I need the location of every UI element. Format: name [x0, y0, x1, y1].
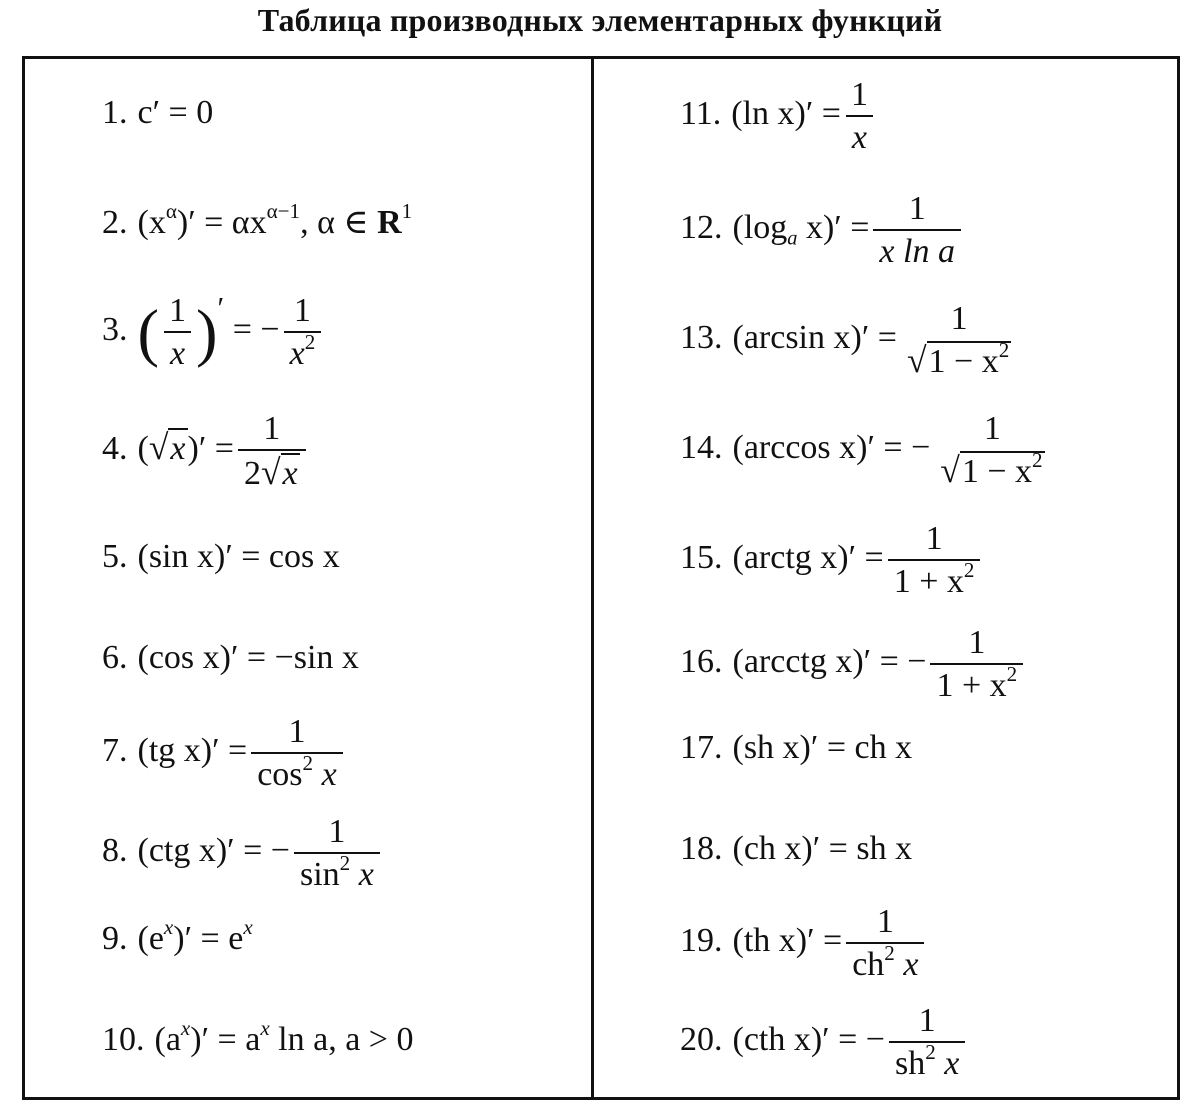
formula-18: 18. (ch x)′ = sh x — [680, 830, 913, 867]
formula-15: 15. (arctg x)′ = $\frac{1}{1 + x^2}$ — [680, 520, 984, 601]
formula-17: 17. (sh x)′ = ch x — [680, 729, 913, 766]
fraction: $\frac{1}{x}$ — [845, 76, 874, 157]
fraction: $\frac{1}{ch^2 x}$ — [846, 903, 924, 984]
column-divider — [591, 56, 594, 1100]
sqrt: √x — [148, 427, 186, 468]
formula-9: 9. $(e^x)' = e^x$ — [102, 914, 253, 957]
formula-1: 1. c′ = 0 — [102, 94, 214, 131]
formula-4: 4. (√x)′ = $\frac{1}{2√x}$ — [102, 410, 310, 493]
formula-20: 20. (cth x)′ = − $\frac{1}{sh^2 x}$ — [680, 1002, 969, 1083]
page-title: Таблица производных элементарных функций — [257, 2, 943, 38]
fraction: $\frac{1}{2√x}$ — [238, 410, 306, 493]
formula-10: 10. $(a^x)' = a^x$ ln a, a > 0 — [102, 1015, 414, 1058]
formula-1-expr: c′ = 0 — [137, 94, 214, 131]
formula-3: 3. ( $\frac{1}{x}$ )′ = − $\frac{1}{x^2}$ — [102, 292, 325, 373]
formula-12: 12. ($\log_a$ x)′ = $\frac{1}{\text{x ln a}}$ — [680, 190, 965, 271]
formula-8: 8. (ctg x)′ = − $\frac{1}{\sin^2 x}$ — [102, 813, 384, 894]
formula-19: 19. (th x)′ = $\frac{1}{ch^2 x}$ — [680, 903, 928, 984]
formula-13: 13. (arcsin x)′ = 1 $√1 - x^2$ — [680, 300, 1021, 381]
formula-16: 16. (arcctg x)′ = − $\frac{1}{1 + x^2}$ — [680, 624, 1027, 705]
fraction: $\frac{1}{x^2}$ — [284, 292, 322, 373]
formula-11: 11. (ln x)′ = $\frac{1}{x}$ — [680, 76, 878, 157]
fraction: $\frac{1}{\sin^2 x}$ — [294, 813, 380, 894]
formula-2: 2. $(x^\alpha)' = \alpha x^{\alpha-1}$, α ∈ $R^1$ — [102, 198, 413, 241]
formula-14: 14. (arccos x)′ = − 1 $√1 - x^2$ — [680, 410, 1055, 491]
fraction: $\frac{1}{sh^2 x}$ — [889, 1002, 965, 1083]
fraction: 1 $√1 - x^2$ — [940, 410, 1043, 491]
formula-5: 5. (sin x)′ = cos x — [102, 538, 340, 575]
fraction: $\frac{1}{\cos^2 x}$ — [251, 713, 342, 794]
fraction: 1 $√1 - x^2$ — [906, 300, 1010, 381]
fraction: $\frac{1}{x}$ — [163, 292, 192, 373]
fraction: $\frac{1}{1 + x^2}$ — [888, 520, 981, 601]
formula-6: 6. (cos x)′ = −sin x — [102, 639, 359, 676]
fraction: $\frac{1}{\text{x ln a}}$ — [873, 190, 961, 271]
formula-7: 7. (tg x)′ = $\frac{1}{\cos^2 x}$ — [102, 713, 347, 794]
fraction: $\frac{1}{1 + x^2}$ — [930, 624, 1023, 705]
